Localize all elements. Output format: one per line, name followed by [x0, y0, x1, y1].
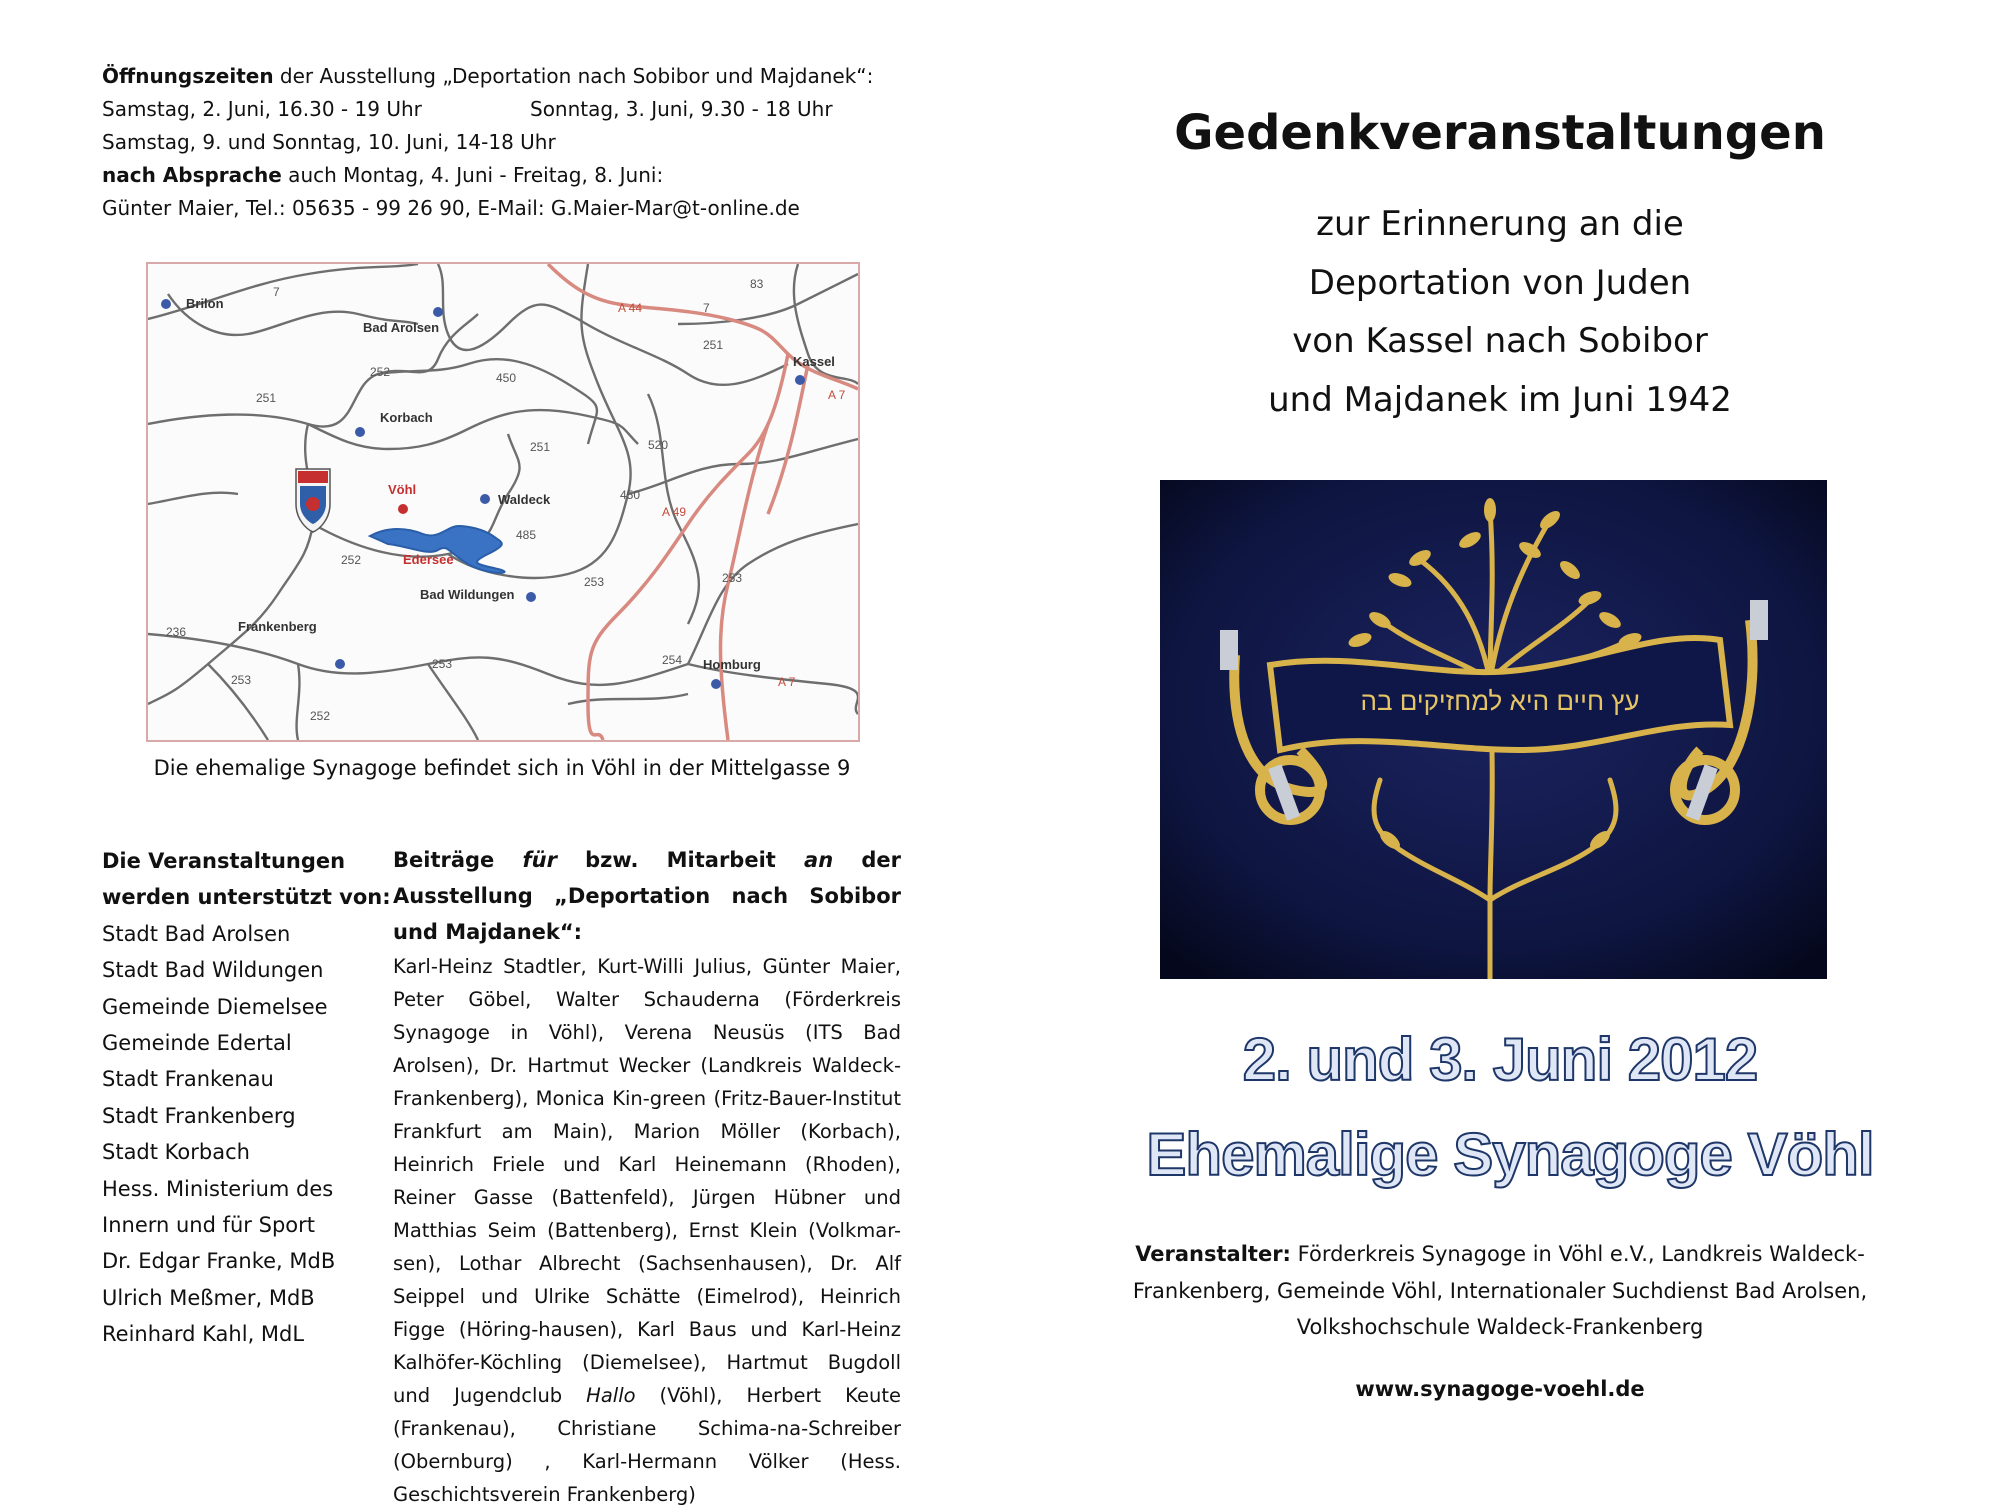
- map-caption: Die ehemalige Synagoge befindet sich in Vöhl in der Mittelgasse 9: [153, 756, 851, 780]
- road-label: 7: [703, 301, 710, 315]
- supporter-item: Stadt Korbach: [102, 1140, 250, 1165]
- road-label: 7: [273, 285, 280, 299]
- opening-hours: [102, 60, 874, 225]
- organizer-text: Förderkreis Synagoge in Vöhl e.V., Landkreis Waldeck-Frankenberg, Gemeinde Vöhl, Internationaler Suchdienst Bad Arolsen, Volkshochschule Waldeck-Frankenberg: [1132, 1242, 1868, 1339]
- supporter-item: Dr. Edgar Franke, MdB: [102, 1249, 336, 1274]
- appointment-line: [102, 159, 862, 192]
- road-label: 83: [750, 277, 764, 291]
- road-label: 252: [341, 553, 362, 567]
- place-brilon: Brilon: [186, 296, 224, 311]
- sat-june2: Samstag, 2. Juni, 16.30 - 19 Uhr: [102, 97, 422, 121]
- contributors-hallo: Hallo: [586, 1384, 636, 1407]
- heading-fuer: für: [522, 848, 557, 872]
- coat-of-arms-icon: [296, 469, 330, 532]
- contributors-part: Karl-Heinz Stadtler, Kurt-Willi Julius, Günter Maier, Peter Göbel, Walter Schauderna (Förderkreis Synagoge in Vöhl), Verena Neusüs (ITS Bad Arolsen), Dr. Hartmut Wecker (Landkreis Waldeck-Frankenberg), Monica Kin-green (Fritz-Bauer-Institut Frankfurt am Main), Marion Möller (Korbach), Heinrich Friele und Karl Heinemann (Rhoden), Reiner Gasse (Battenfeld), Jürgen Hübner und Matthias Seim (Battenberg), Ernst Klein (Volkmar-sen), Lothar Albrecht (Sachsenhausen), Dr. Alf Seippel und Ulrike Schätte (Eimelrod), Heinrich Figge (Höring-hausen), Karl Baus und Karl-Heinz Kalhöfer-Köchling (Diemelsee), Hartmut Bugdoll und Jugendclub: [393, 955, 901, 1407]
- supporter-item: Gemeinde Edertal: [102, 1031, 292, 1056]
- supporter-item: Gemeinde Diemelsee: [102, 994, 328, 1019]
- road-label: 253: [584, 575, 605, 589]
- road-label: 254: [662, 653, 683, 667]
- subtitle: [1100, 195, 1900, 429]
- road-label: A 49: [662, 505, 687, 519]
- event-place: Ehemalige Synagoge Vöhl: [1146, 1121, 1874, 1188]
- organizer-label: Veranstalter:: [1135, 1242, 1291, 1266]
- embroidery-svg: [1160, 480, 1827, 979]
- supporter-item: Stadt Frankenau: [102, 1067, 274, 1092]
- organizer: [1120, 1236, 1880, 1346]
- place-voehl: Vöhl: [388, 482, 417, 497]
- supporter-item: Stadt Bad Arolsen: [102, 921, 291, 946]
- subtitle-line: zur Erinnerung an die: [1316, 204, 1684, 244]
- place-waldeck: Waldeck: [498, 492, 551, 507]
- sun-june3: Sonntag, 3. Juni, 9.30 - 18 Uhr: [530, 97, 833, 121]
- torah-cover-photo: [1160, 480, 1827, 979]
- page-title: Gedenkveranstaltungen: [1174, 105, 1826, 161]
- place-homburg: Homburg: [703, 657, 761, 672]
- map-svg: [148, 264, 858, 740]
- road-label: 450: [496, 371, 517, 385]
- contributors-part: (Vöhl), Herbert Keute (Frankenau), Christiane Schima-na-Schreiber (Obernburg) , Karl-Hermann Völker (Hess. Geschichtsverein Frankenberg): [393, 1384, 901, 1506]
- road-label: 251: [703, 338, 724, 352]
- heading-part: der Ausstellung „Deportation nach Sobibor und Majdanek“:: [393, 848, 901, 944]
- place-kassel: Kassel: [793, 354, 835, 369]
- opening-hours-label-rest: der Ausstellung „Deportation nach Sobibor und Majdanek“:: [273, 64, 874, 88]
- supporter-item: Stadt Bad Wildungen: [102, 958, 324, 983]
- place-frankenberg: Frankenberg: [238, 619, 317, 634]
- opening-hours-row-1: [102, 93, 862, 126]
- subtitle-line: Deportation von Juden: [1308, 262, 1692, 303]
- place-korbach: Korbach: [380, 410, 433, 425]
- appointment-bold: nach Absprache: [102, 163, 282, 187]
- supporter-item: Hess. Ministerium des Innern und für Sport: [102, 1176, 334, 1238]
- appointment-rest: auch Montag, 4. Juni - Freitag, 8. Juni:: [281, 163, 664, 187]
- road-label: 450: [620, 488, 641, 502]
- road-label: 253: [432, 657, 453, 671]
- contributors-text: [393, 950, 901, 1511]
- contributions-heading: [393, 842, 901, 950]
- contact-line: Günter Maier, Tel.: 05635 - 99 26 90, E-Mail: G.Maier-Mar@t-online.de: [102, 196, 800, 220]
- road-label: 236: [166, 625, 187, 639]
- place-edersee: Edersee: [403, 552, 454, 567]
- road-label: A 44: [618, 301, 643, 315]
- road-label: 251: [530, 440, 551, 454]
- region-map: [146, 262, 860, 742]
- supporters-heading: Die Veranstaltungen werden unterstützt von:: [102, 849, 391, 910]
- road-label: 520: [648, 438, 669, 452]
- website-link[interactable]: www.synagoge-voehl.de: [1355, 1377, 1645, 1401]
- supporter-item: Reinhard Kahl, MdL: [102, 1322, 305, 1347]
- road-label: 252: [370, 365, 391, 379]
- event-date: 2. und 3. Juni 2012: [1242, 1026, 1758, 1093]
- road-label: 253: [722, 571, 743, 585]
- heading-an: an: [804, 848, 834, 872]
- road-label: 485: [516, 528, 537, 542]
- heading-part: bzw. Mitarbeit: [556, 848, 805, 872]
- road-label: A 7: [828, 388, 846, 402]
- road-label: 252: [310, 709, 331, 723]
- road-label: A 7: [778, 675, 796, 689]
- subtitle-line: und Majdanek im Juni 1942: [1268, 379, 1732, 420]
- weekend2: Samstag, 9. und Sonntag, 10. Juni, 14-18 Uhr: [102, 130, 556, 154]
- supporter-item: Stadt Frankenberg: [102, 1103, 296, 1128]
- subtitle-line: von Kassel nach Sobibor: [1292, 321, 1708, 361]
- opening-hours-heading: [102, 60, 874, 93]
- contributions: [393, 842, 901, 1511]
- heading-part: Beiträge: [393, 848, 523, 872]
- opening-hours-label: Öffnungszeiten: [102, 64, 274, 88]
- road-label: 251: [256, 391, 277, 405]
- hebrew-banner-text: עץ חיים היא למחזיקים בה: [1360, 686, 1640, 716]
- place-bad-arolsen: Bad Arolsen: [363, 320, 440, 335]
- supporters: [102, 843, 392, 1353]
- supporter-item: Ulrich Meßmer, MdB: [102, 1285, 315, 1310]
- road-label: 253: [231, 673, 252, 687]
- place-bad-wildungen: Bad Wildungen: [420, 587, 515, 602]
